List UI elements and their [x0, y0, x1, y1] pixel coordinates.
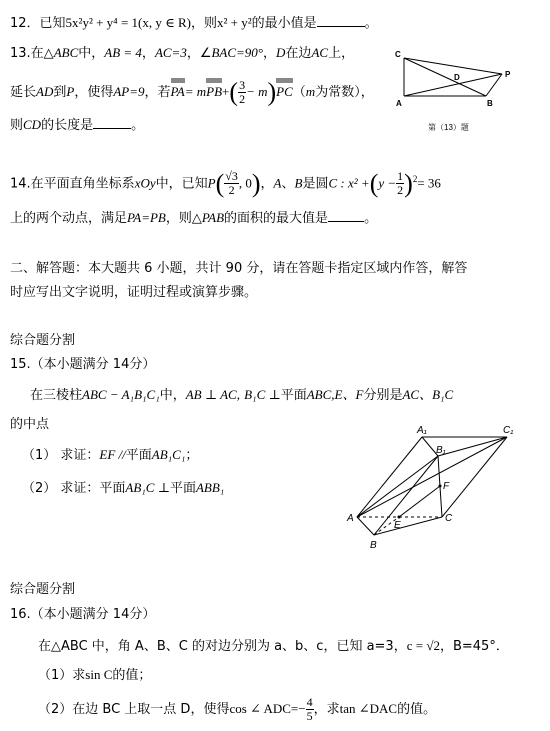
q13-text: 则 [10, 118, 24, 133]
q16-part-1 [38, 666, 151, 685]
q14-line-1 [10, 170, 441, 197]
q14-a: A [273, 175, 282, 191]
q15-head: 15.（本小题满分 14分） [10, 357, 156, 372]
q15-text: （2） 求证：平面 [22, 481, 126, 496]
q15-plane-perp: AB₁C ⊥ [125, 480, 170, 495]
fig15-ab [357, 517, 374, 535]
q13-text: 13.在△ [10, 46, 54, 61]
fig13-label-d: D [454, 73, 460, 82]
q13-vec-pb: PB [206, 78, 222, 101]
q14-rparen: ) [251, 168, 261, 198]
q13-tri: ABC [53, 45, 79, 60]
q16-part-2 [38, 696, 436, 723]
q14-circle-b: y − [378, 175, 397, 191]
q13-text: ，使得 [74, 85, 114, 100]
q14-text: 上的两个动点，满足 [10, 211, 128, 226]
q13-frac-num: 3 [239, 78, 246, 92]
fig15-label-e: E [394, 520, 401, 531]
q14-text: ， [260, 176, 274, 192]
q15-perp1: AB ⊥ AC, [185, 387, 240, 402]
q13-line-3 [10, 116, 144, 135]
q14-lparen-2: ( [369, 168, 379, 198]
q13-text: 上， [328, 46, 355, 61]
q12-text-2: 的最小值是 [251, 16, 317, 31]
fig15-bc [374, 517, 442, 535]
q13-ac2: AC [311, 45, 329, 60]
q14-lparen: ( [215, 168, 225, 198]
q16-c-value: c = √2 [406, 638, 440, 653]
q13-vec-pc: PC [276, 78, 293, 101]
q14-papb: PA=PB [127, 210, 166, 225]
fig13-label-a: A [396, 99, 402, 108]
q15-text: 平面 [280, 388, 307, 403]
q14-circle-a: C : x² + [328, 175, 370, 191]
q14-p: P [207, 175, 216, 191]
fig15-label-a: A [347, 513, 354, 524]
q14-text: 中，已知 [155, 176, 208, 192]
q14-sq: 2 [412, 174, 418, 184]
q13-m: m [305, 84, 316, 99]
q15-plane: ABC, [306, 387, 335, 402]
q13-line-2 [10, 78, 374, 106]
q14-b: B [294, 175, 303, 191]
q13-line-1 [10, 44, 354, 63]
q13-minus: − m [246, 84, 268, 99]
q16-text: 的值。 [397, 702, 437, 717]
q12-condition: 5x²y² + y⁴ = 1(x, y ∈ R) [65, 15, 191, 30]
q14-pt-frac [224, 170, 239, 197]
q13-p: P [66, 84, 75, 99]
q15-part-2 [22, 479, 224, 498]
fig15-bb1 [374, 456, 438, 535]
q13-ac: AC=3 [154, 45, 187, 60]
q14-answer-blank [328, 221, 364, 222]
fig15-aa1 [357, 437, 422, 517]
q16-cos: cos ∠ ADC=− [229, 701, 306, 716]
q15-prism: ABC − A₁B₁C₁ [82, 387, 160, 402]
q15-text: （1） 求证： [22, 448, 100, 463]
q14-pt-tail: , 0 [238, 175, 252, 191]
fig15-ab1 [357, 456, 438, 517]
q12-text: ，则 [191, 16, 218, 31]
q14-pt-den: 2 [228, 183, 235, 198]
q12-end: 。 [364, 16, 378, 31]
q14-text: 。 [364, 211, 378, 226]
q14-pt-num: √3 [225, 169, 238, 184]
section2-line-1: 二、解答题：本大题共 6 小题，共计 90 分，请在答题卡指定区域内作答，解答 [10, 261, 468, 276]
fig15-label-b1: B₁ [436, 445, 446, 456]
q16-sinc: sin C [85, 667, 113, 682]
q12-answer-blank [317, 26, 365, 27]
fig15-label-c: C [445, 513, 453, 524]
q16-frac [306, 696, 314, 723]
q16-head: 16.（本小题满分 14分） [10, 607, 156, 622]
fig15-ef [399, 486, 440, 517]
q13-text: ，∠ [186, 46, 212, 61]
q13-d: D [276, 45, 286, 60]
q16-split: 综合题分割 [10, 582, 76, 597]
q13-text: ， [263, 46, 277, 61]
fig13-label-p: P [505, 70, 511, 79]
fig15-label-f: F [443, 481, 450, 492]
fig15-b1c1 [438, 437, 507, 456]
q16-text: ，求 [313, 702, 340, 717]
q13-eq: = m [184, 84, 207, 99]
q13-text: 为常数）， [315, 85, 374, 100]
q12-number: 12．已知 [10, 16, 66, 31]
q16-text: （2）在边 BC 上取一点 D，使得 [38, 702, 230, 717]
fig15-label-b: B [370, 540, 377, 551]
q15-text: ； [185, 448, 199, 463]
q14-text: 14.在平面直角坐标系 [10, 176, 135, 192]
q13-text: 中， [78, 46, 105, 61]
q16-text: ，B=45°． [439, 639, 509, 654]
fig15-label-c1: C₁ [503, 425, 514, 436]
fig13-label-b: B [487, 99, 493, 108]
fig15-point-e [398, 516, 401, 519]
q16-text: 在△ABC 中，角 A、B、C 的对边分别为 a、b、c，已知 a=3， [38, 639, 407, 654]
q16-frac-num: 4 [306, 695, 313, 709]
q15-split: 综合题分割 [10, 333, 76, 348]
q13-cd: CD [23, 117, 42, 132]
q13-ab: AB = 4 [104, 45, 142, 60]
fig15-cc1 [442, 437, 507, 517]
q15-perp2: B₁C ⊥ [244, 387, 281, 402]
q14-h-den: 2 [397, 183, 404, 198]
q13-figure [392, 44, 532, 140]
q15-ef-parallel: EF // [99, 447, 126, 462]
q15-line-2: 的中点 [10, 417, 50, 432]
q14-text: 、 [281, 176, 295, 192]
q14-rparen-2: ) [404, 168, 413, 198]
fig13-caption: 第（13）题 [428, 123, 469, 132]
q16-frac-den: 5 [306, 709, 313, 723]
q13-frac-den: 2 [239, 92, 246, 106]
q13-rparen: ) [267, 77, 277, 107]
section2-line-2: 时应写出文字说明，证明过程或演算步骤。 [10, 285, 258, 300]
q15-text: 中， [159, 388, 186, 403]
fig13-cp [404, 58, 502, 74]
q14-circle-c: = 36 [417, 175, 441, 191]
q13-text: 延长 [10, 85, 37, 100]
q14-text: 的面积的最大值是 [224, 211, 329, 226]
q13-text: 到 [53, 85, 67, 100]
q13-ad: AD [36, 84, 54, 99]
q15-line-1 [30, 386, 453, 405]
q13-lparen: ( [229, 77, 239, 107]
q16-tan: tan ∠DAC [339, 701, 398, 716]
q15-text: 平面 [125, 448, 152, 463]
fig13-cb [404, 58, 486, 96]
q15-ef: E、F [334, 387, 364, 402]
q13-plus: + [222, 84, 230, 99]
q14-pab: PAB [201, 210, 225, 225]
q14-text: 是圆 [302, 176, 329, 192]
q15-plane-2: ABB₁ [195, 480, 225, 495]
q16-line-1 [38, 637, 509, 656]
q15-plane-1: AB₁C₁ [151, 447, 186, 462]
q15-figure [345, 420, 525, 555]
q13-text: 。 [131, 118, 145, 133]
q15-text: 在三棱柱 [30, 388, 83, 403]
q14-h-frac [396, 170, 404, 197]
q13-text: ，若 [144, 85, 171, 100]
q13-text: ， [141, 46, 155, 61]
q13-text: 在边 [285, 46, 312, 61]
q13-vec-pa: PA [171, 78, 185, 101]
q14-text: ，则△ [165, 211, 202, 226]
q14-h-num: 1 [397, 169, 404, 184]
q15-text: 分别是 [363, 388, 403, 403]
q15-text: 平面 [169, 481, 196, 496]
fig15-point-f [439, 485, 442, 488]
q13-text: 的长度是 [41, 118, 94, 133]
q14-line-2 [10, 209, 377, 228]
q13-text: （ [292, 85, 306, 100]
q15-mids: AC、B₁C [402, 387, 454, 402]
q16-text: 的值； [112, 668, 152, 683]
q15-part-1 [22, 446, 198, 465]
fig13-label-c: C [395, 50, 401, 59]
fig13-ap [404, 74, 502, 96]
q13-answer-blank [93, 128, 131, 129]
fig15-label-a1: A₁ [417, 425, 427, 436]
q13-ap: AP=9 [113, 84, 145, 99]
q13-angle: BAC=90° [211, 45, 264, 60]
q14-xoy: xOy [134, 175, 156, 191]
q16-text: （1）求 [38, 668, 86, 683]
q13-frac [238, 79, 246, 106]
q12-target: x² + y² [217, 15, 252, 30]
q12-line [10, 14, 378, 33]
